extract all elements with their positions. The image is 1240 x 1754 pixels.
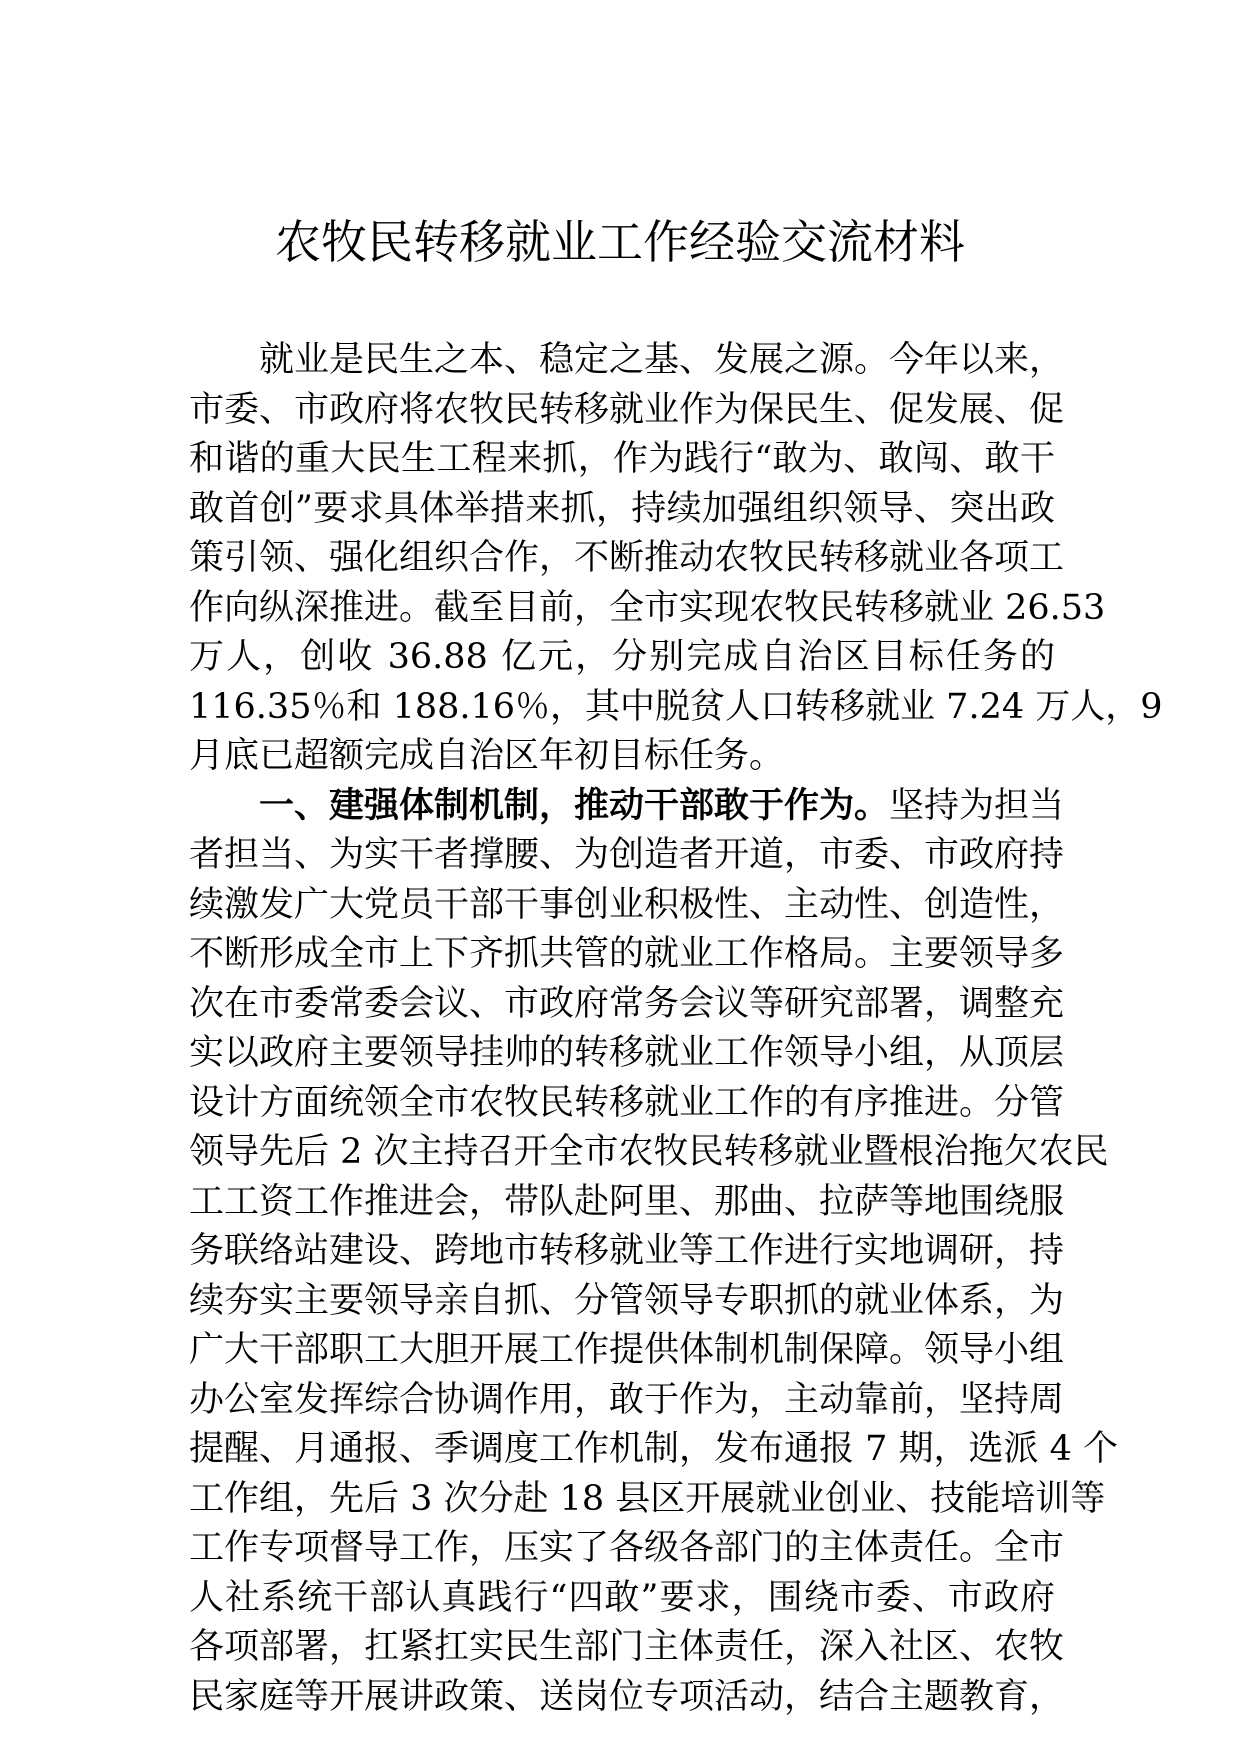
text-line: 和谐的重大民生工程来抓，作为践行“敢为、敢闯、敢干 xyxy=(189,439,1055,479)
text-line: 者担当、为实干者撑腰、为创造者开道，市委、市政府持 xyxy=(189,835,1065,875)
section-first-line-rest: 坚持为担当 xyxy=(889,785,1065,826)
text-line: 工作组，先后 3 次分赴 18 县区开展就业创业、技能培训等 xyxy=(189,1478,1106,1519)
text-line: 续激发广大党员干部干事创业积极性、主动性、创造性， xyxy=(189,884,1065,925)
text-line: 务联络站建设、跨地市转移就业等工作进行实地调研，持 xyxy=(189,1231,1065,1271)
text-line: 实以政府主要领导挂帅的转移就业工作领导小组，从顶层 xyxy=(189,1033,1065,1073)
text-line: 116.35％和 188.16％，其中脱贫人口转移就业 7.24 万人，9 xyxy=(189,686,1163,727)
text-line: 敢首创”要求具体举措来抓，持续加强组织领导、突出政 xyxy=(189,488,1055,529)
section-first-line xyxy=(189,782,1065,832)
text-line: 各项部署，扛紧扛实民生部门主体责任，深入社区、农牧 xyxy=(189,1627,1065,1667)
text-line: 工作专项督导工作，压实了各级各部门的主体责任。全市 xyxy=(189,1528,1065,1568)
text-line: 月底已超额完成自治区年初目标任务。 xyxy=(189,736,785,776)
paragraph-intro xyxy=(189,336,1163,782)
text-line: 提醒、月通报、季调度工作机制，发布通报 7 期，选派 4 个 xyxy=(189,1429,1119,1469)
document-title: 农牧民转移就业工作经验交流材料 xyxy=(275,215,965,269)
text-line: 人社系统干部认真践行“四敢”要求，围绕市委、市政府 xyxy=(189,1577,1055,1618)
text-line: 不断形成全市上下齐抓共管的就业工作格局。主要领导多 xyxy=(189,934,1065,974)
text-line: 工工资工作推进会，带队赴阿里、那曲、拉萨等地围绕服 xyxy=(189,1181,1065,1222)
text-line: 民家庭等开展讲政策、送岗位专项活动，结合主题教育， xyxy=(189,1676,1065,1717)
paragraph-section-one xyxy=(189,782,1119,1723)
section-heading: 一、建强体制机制，推动干部敢于作为。 xyxy=(259,785,890,826)
text-line: 作向纵深推进。截至目前，全市实现农牧民转移就业 26.53 xyxy=(189,587,1106,628)
text-line: 次在市委常委会议、市政府常务会议等研究部署，调整充 xyxy=(189,983,1065,1024)
text-line: 办公室发挥综合协调作用，敢于作为，主动靠前，坚持周 xyxy=(189,1379,1065,1420)
text-line: 市委、市政府将农牧民转移就业作为保民生、促发展、促 xyxy=(189,389,1065,430)
text-line: 就业是民生之本、稳定之基、发展之源。今年以来， xyxy=(259,340,1065,380)
text-line: 策引领、强化组织合作，不断推动农牧民转移就业各项工 xyxy=(189,538,1065,578)
text-line: 领导先后 2 次主持召开全市农牧民转移就业暨根治拖欠农民 xyxy=(189,1132,1109,1172)
text-line: 续夯实主要领导亲自抓、分管领导专职抓的就业体系，为 xyxy=(189,1280,1065,1321)
text-line: 广大干部职工大胆开展工作提供体制机制保障。领导小组 xyxy=(189,1330,1065,1370)
text-line: 万人，创收 36.88 亿元，分别完成自治区目标任务的 xyxy=(189,637,1055,677)
text-line: 设计方面统领全市农牧民转移就业工作的有序推进。分管 xyxy=(189,1082,1065,1123)
document-body xyxy=(189,336,1163,1722)
